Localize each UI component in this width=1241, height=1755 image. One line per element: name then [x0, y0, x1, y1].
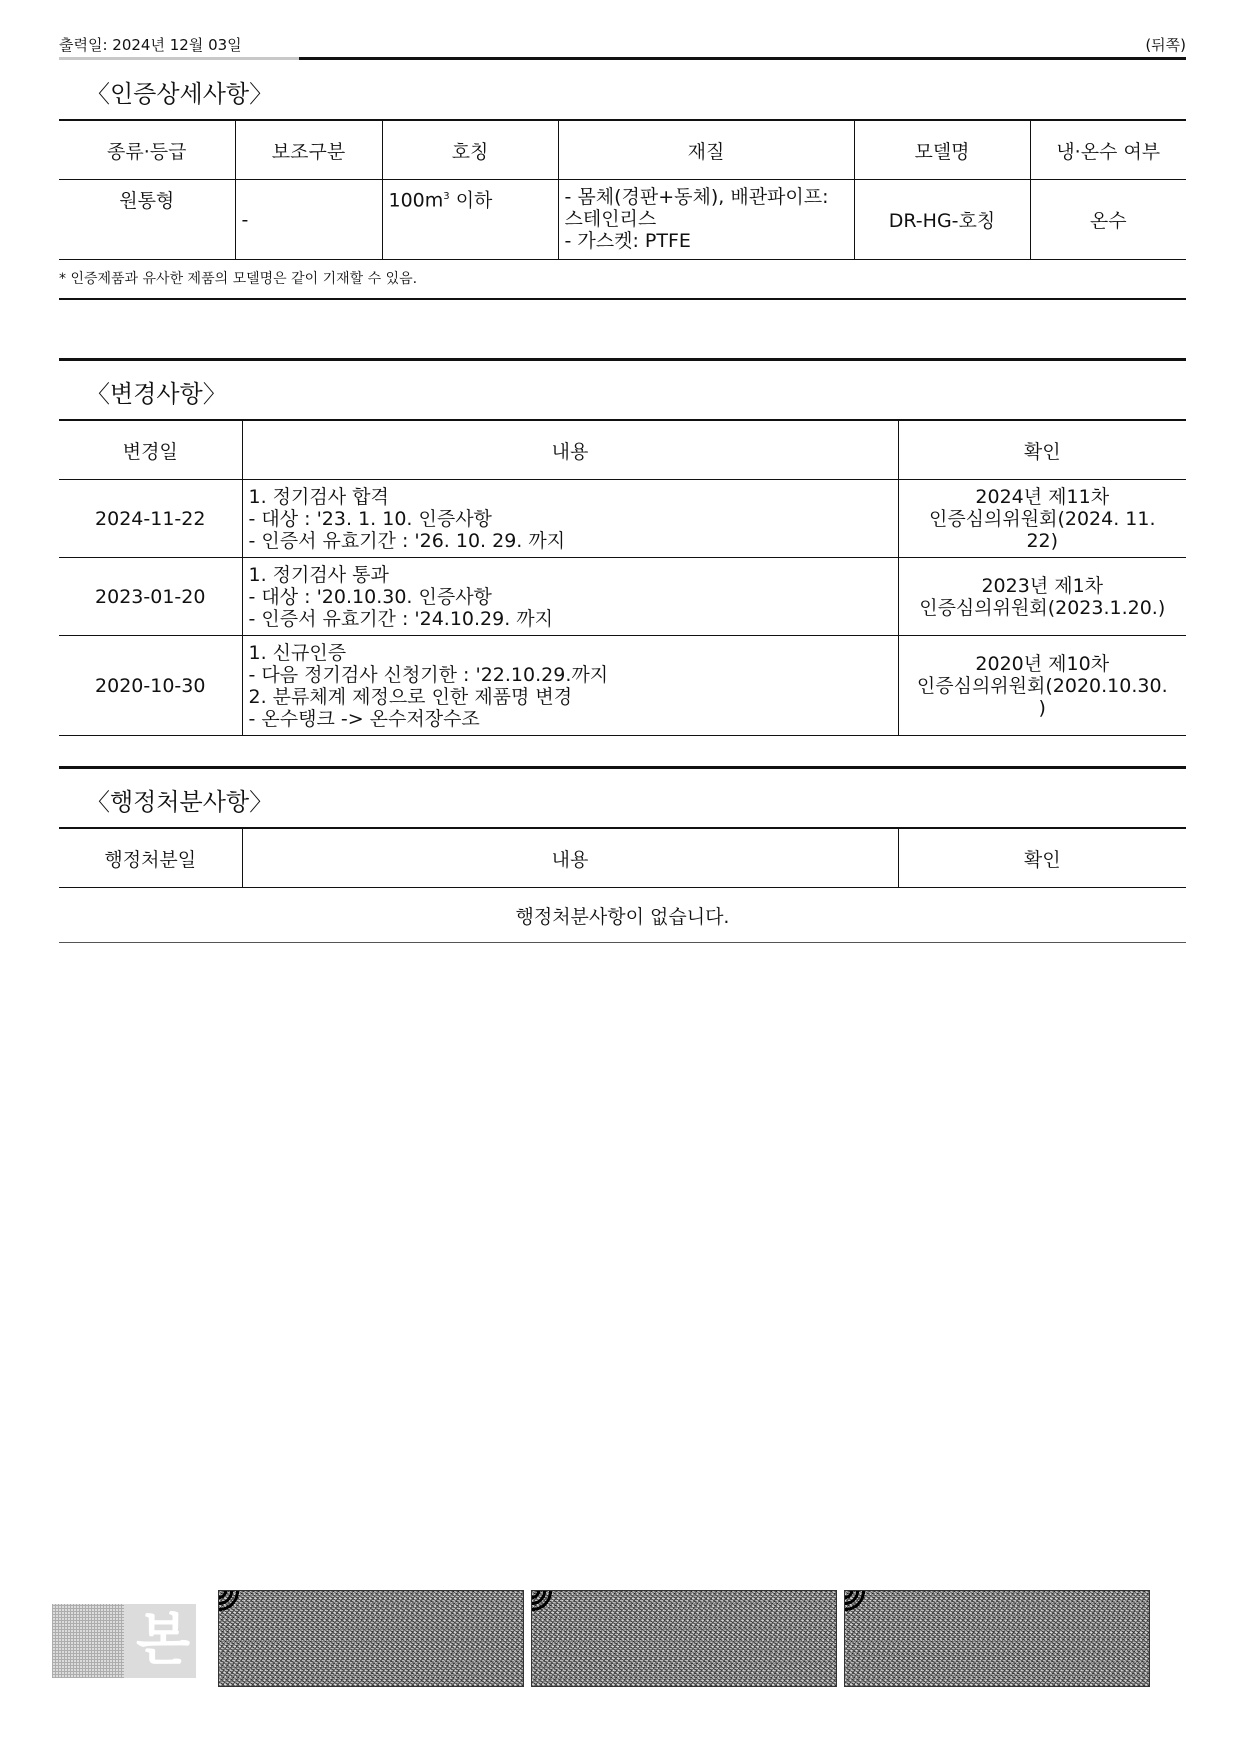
change-confirm: 2020년 제10차 인증심의위원회(2020.10.30. ) — [898, 636, 1186, 736]
footnote: * 인증제품과 유사한 제품의 모델명은 같이 기재할 수 있음. — [59, 271, 418, 287]
column-header: 보조구분 — [235, 120, 382, 180]
barcode-corner-mark — [532, 1591, 556, 1615]
table-row — [59, 558, 1186, 636]
change-date: 2020-10-30 — [59, 636, 242, 736]
2d-barcode — [218, 1590, 524, 1687]
column-header: 행정처분일 — [59, 828, 242, 888]
column-header: 종류·등급 — [59, 120, 235, 180]
admin-table — [59, 827, 1186, 943]
table-row — [59, 480, 1186, 558]
column-header: 확인 — [898, 828, 1186, 888]
empty-message: 행정처분사항이 없습니다. — [59, 888, 1186, 943]
cert-details-table — [59, 119, 1186, 260]
change-content: 1. 정기검사 합격 - 대상 : '23. 1. 10. 인증사항 - 인증서 유효기간 : '26. 10. 29. 까지 — [242, 480, 898, 558]
seal-character: 본 — [135, 1608, 191, 1673]
column-header: 냉·온수 여부 — [1030, 120, 1186, 180]
table-row — [59, 636, 1186, 736]
table-row — [59, 180, 1186, 260]
cell-material: - 몸체(경판+동체), 배관파이프: 스테인리스 - 가스켓: PTFE — [558, 180, 854, 260]
change-confirm: 2023년 제1차 인증심의위원회(2023.1.20.) — [898, 558, 1186, 636]
print-date: 출력일: 2024년 12월 03일 — [59, 36, 242, 54]
header-rule-accent — [59, 57, 299, 60]
nominal-suffix: 이하 — [449, 189, 493, 212]
column-header: 재질 — [558, 120, 854, 180]
change-content: 1. 신규인증 - 다음 정기검사 신청기한 : '22.10.29.까지 2. 분류체계 제정으로 인한 제품명 변경 - 온수탱크 -> 온수저장수조 — [242, 636, 898, 736]
2d-barcode — [844, 1590, 1150, 1687]
cert-details-title: 〈인증상세사항〉 — [86, 80, 274, 108]
column-header: 내용 — [242, 420, 898, 480]
nominal-value: 100m — [388, 189, 444, 212]
cell-model: DR-HG-호칭 — [854, 180, 1030, 260]
original-seal — [52, 1604, 196, 1678]
change-confirm: 2024년 제11차 인증심의위원회(2024. 11. 22) — [898, 480, 1186, 558]
column-header: 모델명 — [854, 120, 1030, 180]
section-rule — [59, 766, 1186, 769]
barcode-corner-mark — [845, 1591, 869, 1615]
cell-nominal — [382, 180, 558, 260]
table-header-row — [59, 120, 1186, 180]
column-header: 내용 — [242, 828, 898, 888]
section-rule — [59, 358, 1186, 361]
table-row — [59, 888, 1186, 943]
admin-title: 〈행정처분사항〉 — [86, 788, 274, 816]
seal-pattern — [52, 1604, 124, 1678]
cell-hot-cold: 온수 — [1030, 180, 1186, 260]
change-date: 2024-11-22 — [59, 480, 242, 558]
column-header: 호칭 — [382, 120, 558, 180]
change-content: 1. 정기검사 통과 - 대상 : '20.10.30. 인증사항 - 인증서 유효기간 : '24.10.29. 까지 — [242, 558, 898, 636]
cell-sub: - — [235, 180, 382, 260]
footnote-rule — [59, 298, 1186, 300]
changes-title: 〈변경사항〉 — [86, 380, 227, 408]
table-header-row — [59, 420, 1186, 480]
nominal-superscript: 3 — [443, 191, 450, 202]
changes-table — [59, 419, 1186, 736]
change-date: 2023-01-20 — [59, 558, 242, 636]
2d-barcode — [531, 1590, 837, 1687]
table-header-row — [59, 828, 1186, 888]
barcode-corner-mark — [219, 1591, 243, 1615]
column-header: 변경일 — [59, 420, 242, 480]
page-side-label: (뒤쪽) — [1145, 36, 1186, 54]
column-header: 확인 — [898, 420, 1186, 480]
cell-type: 원통형 — [59, 180, 235, 260]
